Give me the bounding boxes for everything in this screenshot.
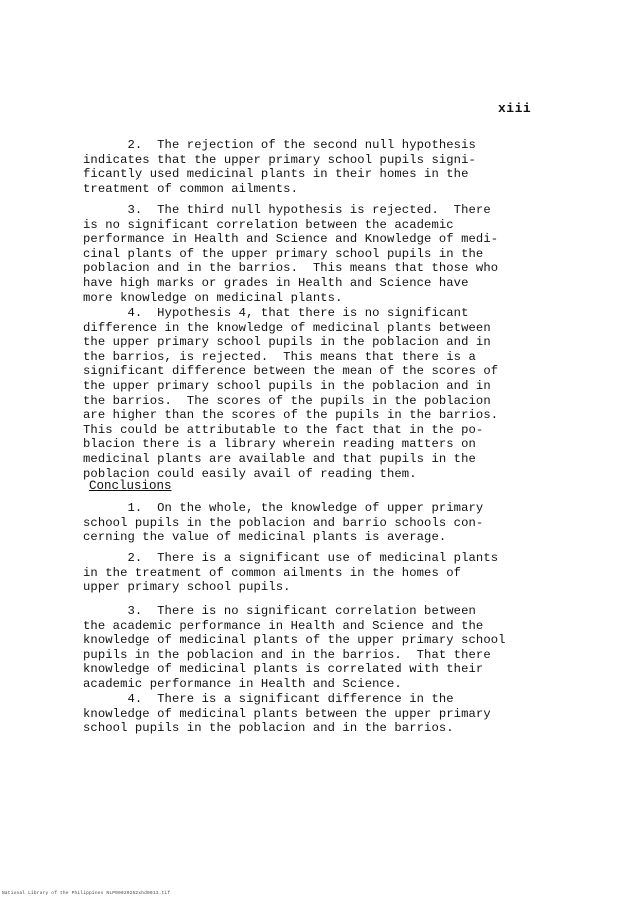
paragraph-conclusion-3 <box>83 604 543 692</box>
page-number: xiii <box>498 101 532 116</box>
text-line: academic performance in Health and Science. <box>83 676 402 691</box>
text-line: cerning the value of medicinal plants is average. <box>83 530 447 545</box>
text-line: difference in the knowledge of medicinal plants between <box>83 320 491 335</box>
paragraph-conclusion-4 <box>83 692 543 736</box>
text-line: ficantly used medicinal plants in their homes in the <box>83 167 469 182</box>
text-line: is no significant correlation between the academic <box>83 217 454 232</box>
text-line: performance in Health and Science and Knowledge of medi- <box>83 232 499 247</box>
paragraph-conclusion-2 <box>83 551 543 595</box>
paragraph-finding-4 <box>83 306 543 481</box>
text-line: 4. Hypothesis 4, that there is no significant <box>83 306 469 320</box>
text-line: poblacion and in the barrios. This means that those who <box>83 261 499 276</box>
text-line: blacion there is a library wherein reading matters on <box>83 437 476 452</box>
text-line: knowledge of medicinal plants of the upper primary school <box>83 633 506 648</box>
text-line: in the treatment of common ailments in the homes of <box>83 565 462 580</box>
text-line: are higher than the scores of the pupils in the barrios. <box>83 408 499 423</box>
text-line: 4. There is a significant difference in the <box>83 692 454 706</box>
paragraph-finding-3 <box>83 203 543 305</box>
scan-footer: National Library of the Philippines NLP00020252xhd0013.tif <box>2 891 171 896</box>
text-line: significant difference between the mean of the scores of <box>83 364 499 379</box>
text-line: more knowledge on medicinal plants. <box>83 290 343 305</box>
text-line: 3. There is no significant correlation between <box>83 604 476 618</box>
text-line: the barrios. The scores of the pupils in the poblacion <box>83 393 491 408</box>
text-line: the upper primary school pupils in the poblacion and in <box>83 335 491 350</box>
text-line: cinal plants of the upper primary school pupils in the <box>83 246 484 261</box>
text-line: This could be attributable to the fact that in the po- <box>83 422 484 437</box>
text-line: the academic performance in Health and Science and the <box>83 618 484 633</box>
paragraph-conclusion-1 <box>83 501 543 545</box>
text-line: treatment of common ailments. <box>83 181 298 196</box>
text-line: 1. On the whole, the knowledge of upper primary <box>83 501 484 515</box>
text-line: upper primary school pupils. <box>83 580 291 595</box>
text-line: knowledge of medicinal plants is correlated with their <box>83 662 484 677</box>
text-line: pupils in the poblacion and in the barrios. That there <box>83 647 491 662</box>
text-line: 2. There is a significant use of medicinal plants <box>83 551 499 565</box>
text-line: 2. The rejection of the second null hypothesis <box>83 138 476 152</box>
text-line: 3. The third null hypothesis is rejected. There <box>83 203 491 217</box>
text-line: the upper primary school pupils in the poblacion and in <box>83 378 491 393</box>
text-line: poblacion could easily avail of reading them. <box>83 466 417 481</box>
conclusions-heading: Conclusions <box>89 479 172 493</box>
text-line: the barrios, is rejected. This means that there is a <box>83 349 476 364</box>
text-line: have high marks or grades in Health and Science have <box>83 275 469 290</box>
text-line: medicinal plants are available and that pupils in the <box>83 451 476 466</box>
text-line: knowledge of medicinal plants between the upper primary <box>83 706 491 721</box>
text-line: indicates that the upper primary school pupils signi- <box>83 152 476 167</box>
text-line: school pupils in the poblacion and in the barrios. <box>83 721 454 736</box>
paragraph-finding-2 <box>83 138 543 196</box>
text-line: school pupils in the poblacion and barrio schools con- <box>83 515 484 530</box>
